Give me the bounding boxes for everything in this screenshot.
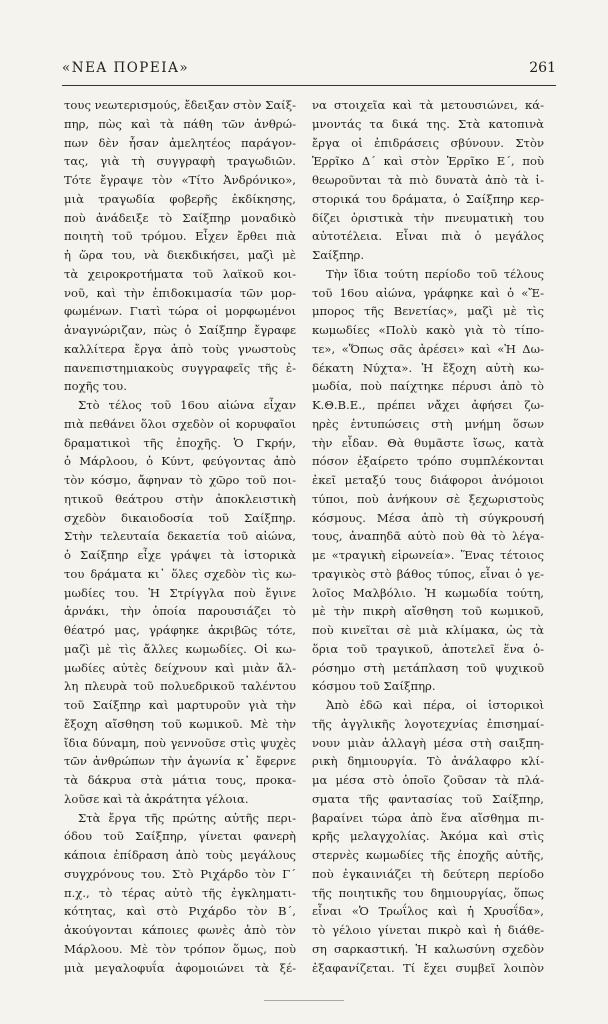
- text-line: δραματικοὶ τῆς ἐποχῆς. Ὁ Γκρήν,: [64, 435, 296, 450]
- text-line: ἀναγνώριζαν, πὼς ὁ Σαίξπηρ ἔγραφε: [64, 323, 296, 337]
- text-line: κόσμου τοῦ Σαίξπηρ.: [312, 679, 436, 694]
- text-line: ἔργα οἱ ἐπιδράσεις σβύνουν. Στὸν: [312, 135, 544, 150]
- right-column: [312, 96, 544, 977]
- text-line: ἐξαφανίζεται. Τί ἔχει συμβεῖ λοιπὸν: [312, 960, 544, 975]
- text-line: να στοιχεῖα καὶ τὰ μετουσιώνει, κά-: [312, 98, 544, 112]
- text-line: Στὴν τελευταία δεκαετία τοῦ αἰώνα,: [64, 529, 296, 544]
- text-line: μαζὶ μὲ τὶς ἄλλες κωμωδίες. Οἱ κω-: [64, 641, 296, 656]
- text-line: μιὰ μεγαλοφυΐα ἀφομοιώνει τὰ ξέ-: [64, 960, 296, 975]
- text-line: Τότε ἔγραψε τὸν «Τίτο Ἀνδρόνικο»,: [64, 173, 296, 187]
- text-line: νουν μιὰν ἀλλαγὴ μέσα στὴ σαιξπη-: [312, 735, 544, 750]
- text-line: ση σαρκαστική. Ἡ καλωσύνη σχεδὸν: [312, 941, 544, 956]
- text-line: δίζει ὁριστικὰ τὴν πνευματικὴ του: [312, 210, 544, 225]
- text-line: τας, γιὰ τὴ συγγραφὴ τραγωδιῶν.: [64, 154, 296, 169]
- text-line: μιὰ τραγωδία φοβερῆς ἐκδίκησης,: [64, 191, 296, 206]
- text-line: ποὺ ἀνάδειξε τὸ Σαίξπηρ μοναδικὸ: [64, 210, 296, 225]
- text-line: ὁ Μάρλοου, ὁ Κύντ, φεύγοντας ἀπὸ: [64, 454, 296, 469]
- text-line: τύποι, ποὺ ἀνήκουν σὲ ξεχωριστοὺς: [312, 491, 544, 506]
- text-line: ἀκούγονται κάποιες φωνὲς ἀπὸ τὸν: [64, 923, 296, 937]
- text-line: μὲ τὴν πικρὴ αἴσθηση τοῦ κωμικοῦ,: [312, 604, 544, 619]
- text-line: ὁ Σαίξπηρ εἶχε γράψει τὰ ἱστορικὰ: [64, 548, 296, 562]
- text-line: τὴν εἶδαν. Θὰ θυμᾶστε ἴσως, κατὰ: [312, 435, 544, 450]
- text-line: τοῦ 16ου αἰώνα, γράφηκε καὶ ὁ «Ἔ-: [312, 285, 544, 300]
- text-line: τῶν ἀνθρώπων τὴν ἀγωνία κ᾿ ἔφερνε: [64, 754, 296, 769]
- text-line: κρῆς μελαγχολίας. Ἀκόμα καὶ στὶς: [312, 829, 544, 844]
- text-line: ἀρνάκι, τὴν ὁποία παρουσιάζει τὸ: [64, 604, 296, 619]
- text-line: πανεπιστημιακοὺς συγγραφεῖς τῆς ἐ-: [64, 360, 296, 375]
- text-line: βαραίνει τώρα ἀπὸ ἕνα αἴσθημα πι-: [312, 810, 544, 825]
- text-line: ἴδια δύναμη, ποὺ γεννοῦσε στὶς ψυχὲς: [64, 735, 296, 750]
- text-line: π.χ., τὸ τέρας αὐτὸ τῆς ἐγκληματι-: [64, 885, 296, 900]
- running-header: [62, 58, 556, 80]
- text-line: τὸ γέλοιο γίνεται πικρὸ καὶ ἡ διάθε-: [312, 923, 544, 937]
- text-line: αὐτοτέλεια. Εἶναι πιὰ ὁ μεγάλος: [312, 229, 544, 244]
- text-line: κάποια ἐπίδραση ἀπὸ τοὺς μεγάλους: [64, 848, 296, 862]
- text-line: ποιητὴ τοῦ τρόμου. Εἶχεν ἔρθει πιὰ: [64, 229, 296, 244]
- left-column: [64, 96, 296, 977]
- text-line: σματα τῆς φαντασίας τοῦ Σαίξπηρ,: [312, 791, 544, 806]
- text-line: κόσμους. Μέσα ἀπὸ τὴ σύγκρουσή: [312, 510, 544, 525]
- text-line: φωμένων. Γιατὶ τώρα οἱ μορφωμένοι: [64, 304, 296, 319]
- text-line: τῆς ποιητικῆς του δημιουργίας, ὅπως: [312, 885, 544, 900]
- text-line: Ἀπὸ ἐδῶ καὶ πέρα, οἱ ἱστορικοὶ: [326, 698, 544, 712]
- text-line: πων δὲν ἦσαν ἀμελητέος παράγον-: [64, 135, 296, 150]
- text-line: τους, ἀναπηδᾶ αὐτὸ ποὺ θὰ τὸ λέγα-: [312, 529, 544, 544]
- text-line: τους νεωτερισμούς, ἔδειξαν στὸν Σαίξ-: [64, 98, 296, 112]
- text-line: τραγικὸς στὸ βάθος τύπος, εἶναι ὁ γε-: [312, 566, 544, 581]
- text-line: τὰ δάκρυα στὰ μάτια τους, προκα-: [64, 773, 296, 787]
- text-line: σχεδὸν δικαιοδοσία τοῦ Σαίξπηρ.: [64, 510, 296, 525]
- text-line: Σαίξπηρ.: [312, 248, 365, 262]
- text-line: πηρ, πὼς καὶ τὰ πάθη τῶν ἀνθρώ-: [64, 116, 296, 131]
- text-line: δέκατη Νύχτα». Ἡ ἔξοχη αὐτὴ κω-: [312, 360, 544, 375]
- text-line: τοῦ Σαίξπηρ καὶ μαρτυροῦν γιὰ τὴν: [64, 698, 296, 712]
- text-line: Στὸ τέλος τοῦ 16ου αἰώνα εἶχαν: [78, 398, 296, 412]
- text-line: στερνὲς κωμωδίες τῆς ἐποχῆς αὐτῆς,: [312, 848, 544, 862]
- text-line: τὸν κόσμο, ἄφηναν τὸ χῶρο τοῦ ποι-: [64, 473, 296, 487]
- text-line: λη πλευρὰ τοῦ πολυεδρικοῦ ταλέντου: [64, 679, 296, 694]
- text-line: ποὺ ἐγκαινιάζει τὴ δεύτερη περίοδο: [312, 866, 544, 881]
- text-line: ηρὲς ἐντυπώσεις στὴ μνήμη ὅσων: [312, 416, 544, 431]
- text-line: νοῦ, καὶ τὴν ἐπιδοκιμασία τῶν μορ-: [64, 285, 296, 300]
- text-line: μωδίες του. Ἡ Στρίγγλα ποὺ ἔγινε: [64, 585, 296, 600]
- text-line: λοῦσε καὶ τὰ ἀκράτητα γέλοια.: [64, 791, 249, 806]
- text-line: ἡ ὥρα του, νὰ διεκδικήσει, μαζὶ μὲ: [64, 248, 296, 262]
- text-line: λοῖος Μαλβόλιο. Ἡ κωμωδία τούτη,: [312, 585, 544, 600]
- text-line: μα μέσα στὸ ὁποῖο ζοῦσαν τὰ πλά-: [312, 773, 544, 787]
- text-line: πιὰ πεθάνει ὅλοι σχεδὸν οἱ κορυφαῖοι: [64, 416, 296, 431]
- text-line: τῆς ἀγγλικῆς λογοτεχνίας ἐπισημαί-: [312, 716, 544, 731]
- text-line: στορικά του δράματα, ὁ Σαίξπηρ κερ-: [312, 191, 544, 206]
- text-line: μπορος τῆς Βενετίας», μαζὶ μὲ τὶς: [312, 304, 544, 319]
- text-line: ποὺ κινεῖται σὲ μιὰ κλίμακα, ὡς τὰ: [312, 623, 544, 637]
- text-line: ποχῆς του.: [64, 379, 127, 394]
- text-line: θεωροῦνται τὰ πιὸ δυνατὰ ἀπὸ τὰ ἱ-: [312, 173, 544, 187]
- text-line: ρόσημο στὴ μετάπλαση τοῦ ψυχικοῦ: [312, 660, 544, 675]
- text-line: ἔξοχη αἴσθηση τοῦ κωμικοῦ. Μὲ τὴν: [64, 716, 296, 731]
- text-line: Στὰ ἔργα τῆς πρώτης αὐτῆς περι-: [78, 810, 296, 825]
- text-line: καλλίτερα ἔργα ἀπὸ τοὺς γνωστοὺς: [64, 341, 296, 356]
- text-line: Τὴν ἴδια τούτη περίοδο τοῦ τέλους: [326, 266, 544, 281]
- text-line: όδου τοῦ Σαίξπηρ, γίνεται φανερὴ: [64, 829, 296, 844]
- page-number: 261: [529, 60, 556, 76]
- footer-rule: [264, 1000, 344, 1001]
- text-line: Κ.Θ.Β.Ε., πρέπει νἄχει ἀφήσει ζω-: [312, 398, 544, 412]
- text-line: τε», «Ὅπως σᾶς ἀρέσει» καὶ «Ἡ Δω-: [312, 341, 544, 356]
- text-line: ἐκεῖ μεταξύ τους διάφοροι ἀνόμοιοι: [312, 473, 544, 487]
- text-line: μωδίες αὐτὲς δείχνουν καὶ μιὰν ἄλ-: [64, 660, 296, 675]
- text-line: Μάρλοου. Μὲ τὸν τρόπον ὅμως, ποὺ: [64, 941, 296, 956]
- text-line: θέατρό μας, γράφηκε ἀκριβῶς τότε,: [64, 623, 296, 637]
- text-line: ητικοῦ θεάτρου στὴν ἀποκλειστικὴ: [64, 491, 296, 506]
- text-line: συγχρόνους του. Στὸ Ριχάρδο τὸν Γ´: [64, 866, 296, 881]
- text-line: μωδία, ποὺ παίχτηκε πέρυσι ἀπὸ τὸ: [312, 379, 544, 394]
- text-line: κωμωδίες «Πολὺ κακὸ γιὰ τὸ τίπο-: [312, 323, 544, 337]
- text-line: ρικὴ δημιουργία. Τὸ ἀνάλαφρο κλί-: [312, 754, 544, 769]
- text-line: πόσον ἐξαίρετο τρόπο συμπλέκονται: [312, 454, 544, 469]
- header-rule: [62, 85, 556, 86]
- text-line: μνοντάς τα δικά της. Στὰ κατοπινὰ: [312, 116, 544, 131]
- text-line: του δράματα κι᾿ ὅλες σχεδὸν τὶς κω-: [64, 566, 296, 581]
- text-line: με «τραγικὴ εἰρωνεία». Ἕνας τέτοιος: [312, 548, 544, 562]
- journal-title: «ΝΕΑ ΠΟΡΕΙΑ»: [62, 60, 190, 76]
- text-line: εἶναι «Ὁ Τρωΐλος καὶ ἡ Χρυσΐδα»,: [312, 904, 544, 919]
- text-line: τὰ χειροκροτήματα τοῦ λαϊκοῦ κοι-: [64, 266, 296, 281]
- text-line: κότητας, καὶ στὸ Ριχάρδο τὸν Β´,: [64, 904, 296, 919]
- text-line: ὅρια τοῦ τραγικοῦ, ἀποτελεῖ ἕνα ὁ-: [312, 641, 544, 656]
- text-line: Ἑρρῖκο Δ´ καὶ στὸν Ἑρρῖκο Ε´, ποὺ: [312, 154, 544, 169]
